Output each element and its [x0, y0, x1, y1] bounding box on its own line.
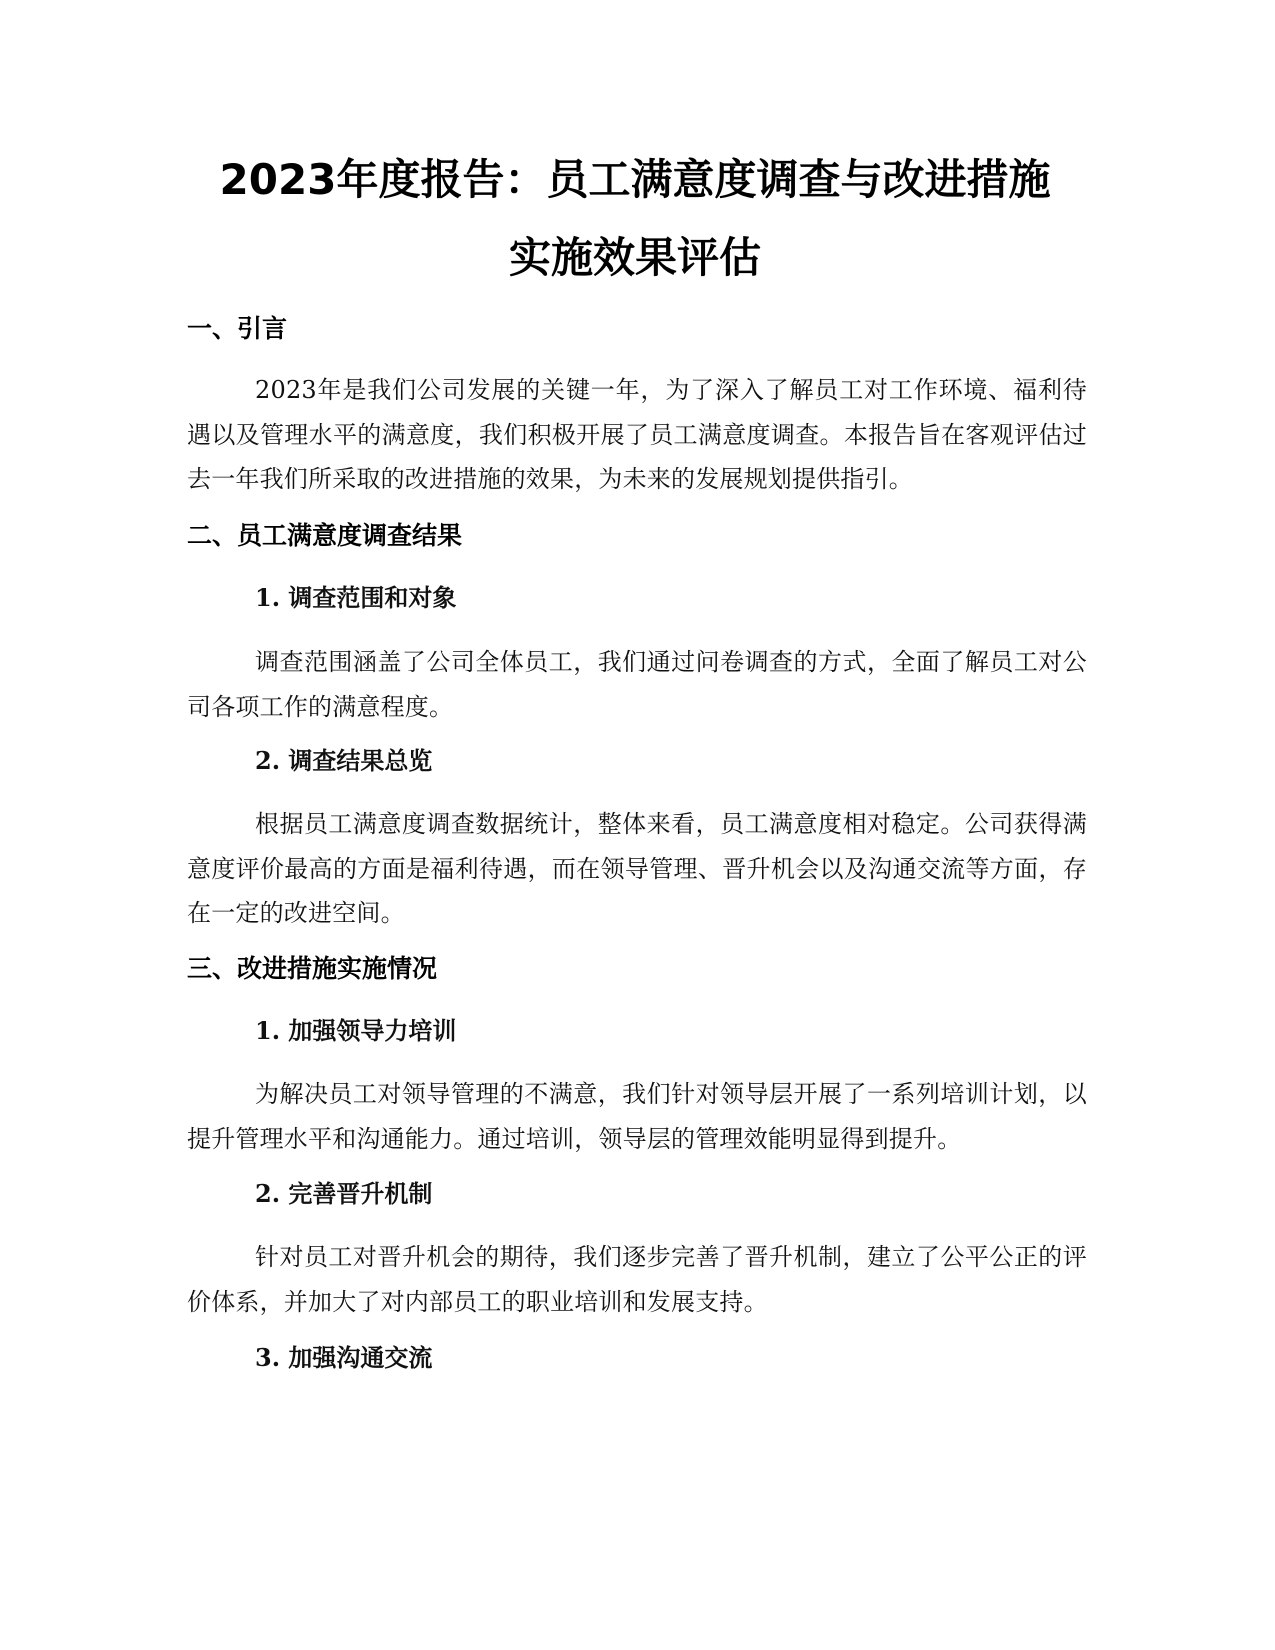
- paragraph-promotion-mechanism: 针对员工对晋升机会的期待，我们逐步完善了晋升机制，建立了公平公正的评价体系，并加大了对内部员工的职业培训和发展支持。: [187, 1243, 1087, 1316]
- section-heading-introduction: 一、引言: [187, 314, 288, 343]
- subheading-promotion-mechanism: 2. 完善晋升机制: [255, 1179, 433, 1208]
- subheading-results-overview: 2. 调查结果总览: [255, 746, 433, 775]
- paragraph-leadership-training: 为解决员工对领导管理的不满意，我们针对领导层开展了一系列培训计划，以提升管理水平和沟通能力。通过培训，领导层的管理效能明显得到提升。: [187, 1080, 1087, 1153]
- document-title-line-1: 2023年度报告：员工满意度调查与改进措施: [219, 155, 1051, 204]
- introduction-paragraph: 2023年是我们公司发展的关键一年，为了深入了解员工对工作环境、福利待遇以及管理水平的满意度，我们积极开展了员工满意度调查。本报告旨在客观评估过去一年我们所采取的改进措施的效果，为未来的发展规划提供指引。: [187, 376, 1087, 493]
- paragraph-survey-scope: 调查范围涵盖了公司全体员工，我们通过问卷调查的方式，全面了解员工对公司各项工作的满意程度。: [187, 648, 1087, 721]
- section-heading-survey-results: 二、员工满意度调查结果: [187, 521, 463, 550]
- section-heading-improvement-measures: 三、改进措施实施情况: [187, 954, 438, 983]
- subheading-survey-scope: 1. 调查范围和对象: [255, 583, 457, 612]
- subheading-communication: 3. 加强沟通交流: [255, 1343, 433, 1372]
- paragraph-results-overview: 根据员工满意度调查数据统计，整体来看，员工满意度相对稳定。公司获得满意度评价最高的方面是福利待遇，而在领导管理、晋升机会以及沟通交流等方面，存在一定的改进空间。: [187, 810, 1087, 927]
- subheading-leadership-training: 1. 加强领导力培训: [255, 1016, 457, 1045]
- document-title-line-2: 实施效果评估: [508, 233, 761, 282]
